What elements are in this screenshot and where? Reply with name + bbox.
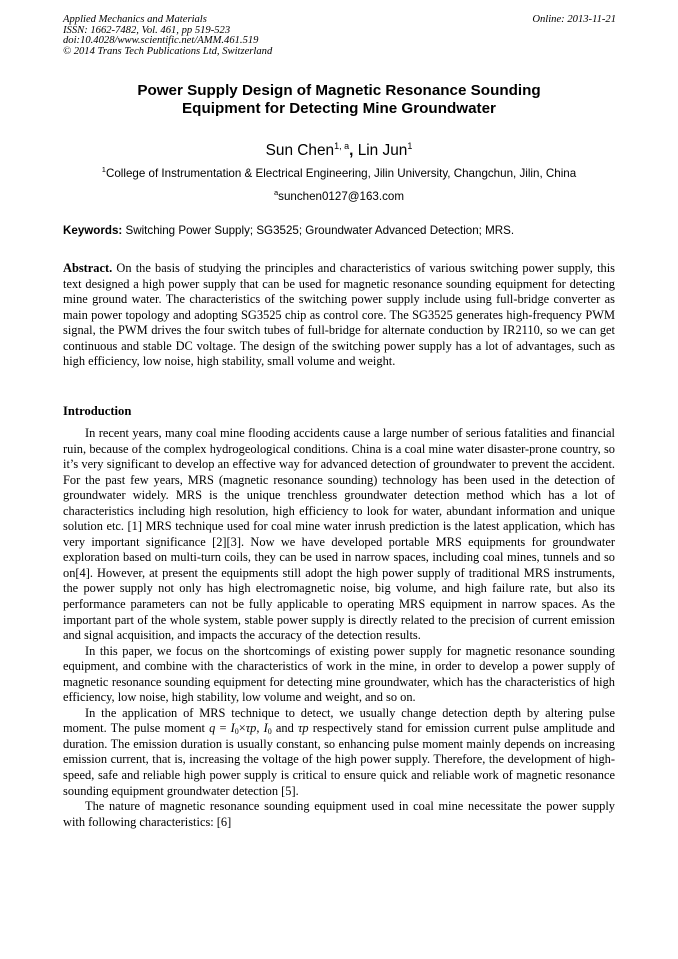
formula-op: =	[215, 721, 231, 736]
title-line-1: Power Supply Design of Magnetic Resonance Sounding	[137, 82, 541, 99]
paragraph: In this paper, we focus on the shortcomings of existing power supply for magnetic resonance sounding equipment, and combine with the characteristics of work in the mine, in order to develop a power supply of magnetic resonance sounding equipment for detecting mine groundwater, which has the characteristics of high efficiency, low noise, high stability, low volume and weight, and so on.	[63, 643, 615, 705]
title-line-2: Equipment for Detecting Mine Groundwater	[182, 100, 496, 117]
keywords	[63, 223, 615, 238]
introduction-body	[63, 426, 615, 830]
formula-sub: 0	[234, 727, 239, 737]
formula-var: I	[230, 721, 235, 736]
affiliation-sup: 1	[101, 165, 106, 174]
formula-var: I	[263, 721, 268, 736]
paragraph-text: respectively stand for emission current pulse amplitude and duration. The emission duration is usually constant, so enhancing pulse moment mainly depends on increasing emission current, that is, increasing the voltage of the high power supply. Therefore, the development of high-speed, safe and reliable high power supply is critical to ensure quick and reliable work of magnetic resonance sounding equipment groundwater detection [5].	[63, 721, 615, 798]
affiliation	[63, 166, 615, 181]
formula-var: τp	[245, 721, 257, 736]
formula-var: q	[209, 721, 216, 736]
author-affil-sup: 1	[407, 141, 413, 151]
copyright-line: © 2014 Trans Tech Publications Ltd, Switzerland	[63, 45, 273, 57]
keywords-label: Keywords:	[63, 224, 123, 237]
paragraph: The nature of magnetic resonance sounding equipment used in coal mine necessitate the power supply with following characteristics: [6]	[63, 799, 615, 829]
email-sup: a	[273, 188, 279, 197]
formula-sub: 0	[267, 727, 272, 737]
email-text[interactable]: sunchen0127@163.com	[278, 190, 405, 203]
author-name: Lin Jun	[357, 142, 408, 159]
formula-var: τp	[297, 721, 309, 736]
author-list	[63, 142, 615, 160]
paragraph-text: In the application of MRS technique to detect, we usually change detection depth by altering pulse moment. The pulse moment	[63, 705, 615, 736]
formula-op: ×	[238, 721, 246, 736]
journal-name: Applied Mechanics and Materials	[63, 14, 207, 25]
abstract	[63, 261, 615, 370]
author-email	[63, 189, 615, 204]
section-heading-introduction: Introduction	[63, 404, 132, 418]
author-separator: ,	[349, 142, 358, 159]
affiliation-text: College of Instrumentation & Electrical Engineering, Jilin University, Changchun, Jilin, China	[105, 167, 577, 180]
abstract-text: On the basis of studying the principles and characteristics of various switching power supply, this text designed a high power supply that can be used for magnetic resonance sounding equipment for detecting mine ground water. The characteristics of the switching power supply include using full-bridge converter as main power topology and adopting SG3525 chip as control core. The SG3525 generates high-frequency PWM signal, the PWM drives the four switch tubes of full-bridge for alternate conduction by IR2110, so we can get continuous and stable DC voltage. The design of the switching power supply has a lot of advantages, such as high efficiency, low noise, high stability, small volume and weight.	[63, 261, 615, 368]
author-name: Sun Chen	[265, 142, 335, 159]
paragraph: In recent years, many coal mine flooding accidents cause a large number of serious fatalities and financial ruin, because of the complex hydrogeological conditions. China is a coal mine water disaster-prone country, so it’s very significant to develop an effective way for advanced detection of groundwater to prevent the accident. For the past few years, MRS (magnetic resonance sounding) technology has been used in the detection of groundwater widely. MRS is the unique trenchless groundwater detection method which has a lot of characteristics including high resolution, high efficiency to look for water, abundant information and unique solution etc. [1] MRS technique used for coal mine water inrush prediction is the latest application, which has very important significance [2][3]. Now we have developed portable MRS equipments for groundwater exploration based on multi-turn coils, they can be used in narrow spaces, including coal mines, tunnels and so on[4]. However, at present the equipments still adopt the high power supply of traditional MRS instruments, the power supply not only has high electromagnetic noise, big volume, and high failure rate, but also its performance parameters can not be fully applicable to operating MRS equipment in narrow spaces. As the important part of the whole system, stable power supply is directly related to the precision of current emission and signal acquisition, and impacts the accuracy of the detection results.	[63, 426, 615, 643]
paragraph-text: and	[271, 721, 298, 736]
abstract-label: Abstract.	[63, 261, 113, 275]
paragraph	[63, 706, 615, 799]
author-affil-sup: 1, a	[334, 141, 350, 151]
online-date: Online: 2013-11-21	[532, 14, 616, 25]
issn-line: ISSN: 1662-7482, Vol. 461, pp 519-523	[63, 24, 231, 36]
journal-header	[63, 15, 272, 57]
paragraph-text: ,	[256, 721, 264, 736]
doi-line[interactable]: doi:10.4028/www.scientific.net/AMM.461.519	[63, 35, 259, 46]
keywords-text: Switching Power Supply; SG3525; Groundwater Advanced Detection; MRS.	[122, 224, 515, 237]
paper-title	[63, 82, 615, 118]
